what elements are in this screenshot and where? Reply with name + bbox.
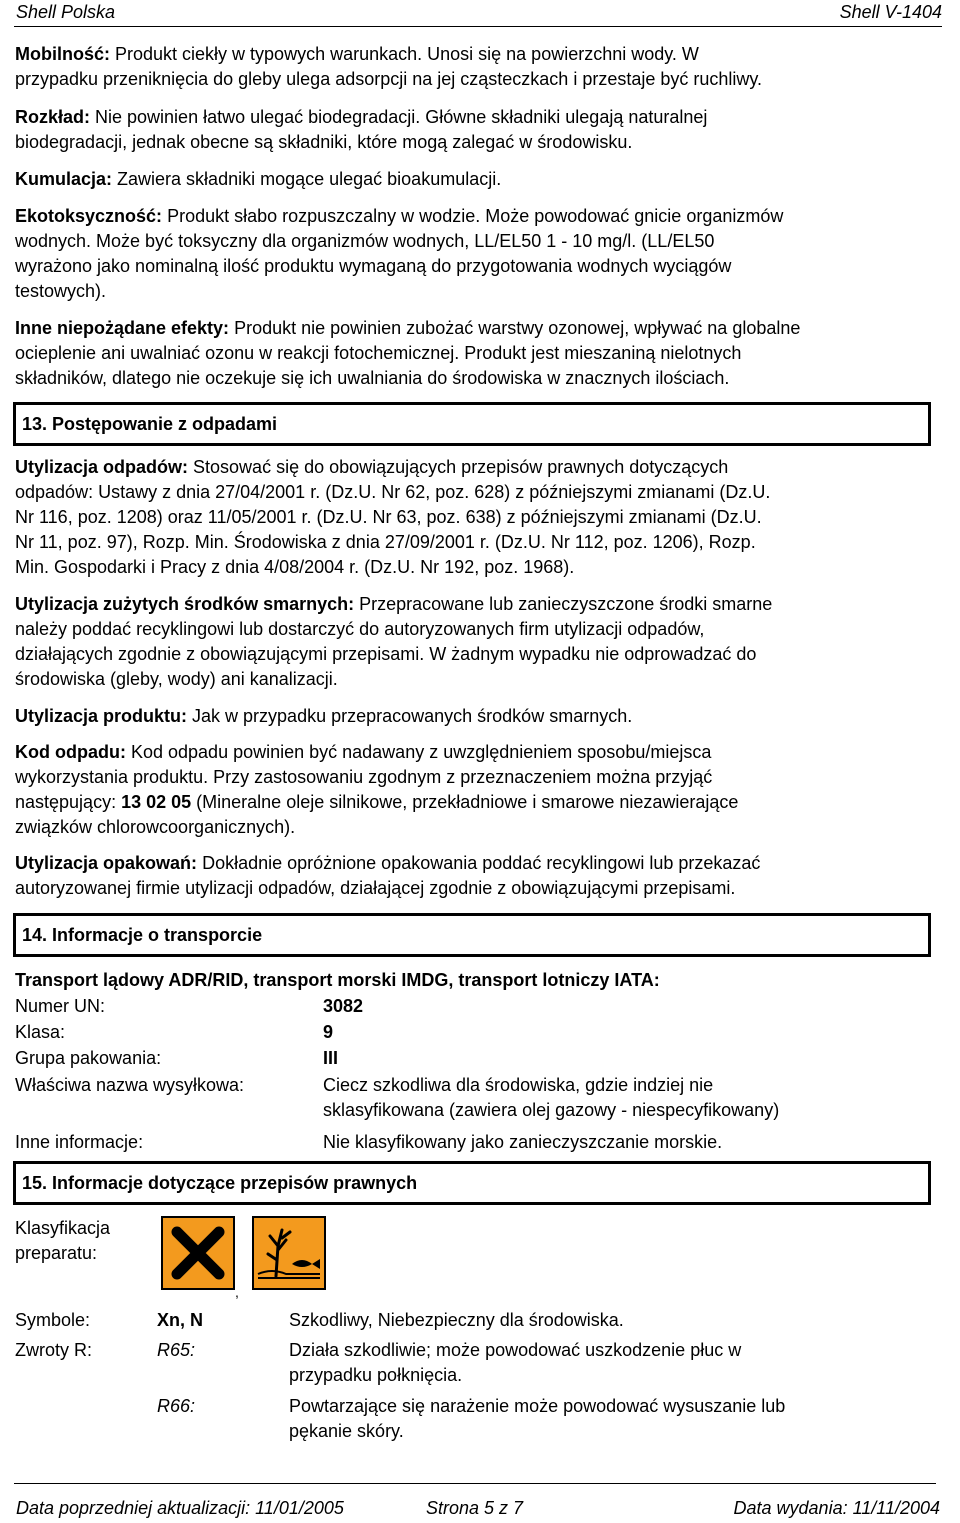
label-inne-efekty: Inne niepożądane efekty:: [15, 318, 230, 338]
zwroty-label: Zwroty R:: [15, 1340, 93, 1360]
r65-text-cont: przypadku połknięcia.: [289, 1365, 463, 1385]
paragraph-inne-efekty: [15, 316, 950, 391]
text-line: testowych).: [15, 281, 107, 301]
transport-label-nazwa: Właściwa nazwa wysyłkowa:: [15, 1075, 245, 1095]
r65-code: R65:: [157, 1340, 196, 1360]
text-line: Stosować się do obowiązujących przepisów prawnych dotyczących: [188, 457, 729, 477]
paragraph-kod-odpadu: [15, 740, 950, 840]
text-line: Produkt ciekły w typowych warunkach. Unosi się na powierzchni wody. W: [110, 44, 699, 64]
header-rule: [14, 26, 942, 27]
text-line: biodegradacji, jednak obecne są składniki, które mogą zalegać w środowisku.: [15, 132, 633, 152]
text-line: związków chlorowcoorganicznych).: [15, 817, 296, 837]
paragraph-mobilnosc: [15, 42, 950, 92]
transport-value-inne: Nie klasyfikowany jako zanieczyszczanie morskie.: [323, 1132, 723, 1152]
text-line: należy poddać recyklingowi lub dostarczyć do autoryzowanych firm utylizacji odpadów,: [15, 619, 705, 639]
section-13-title: 13. Postępowanie z odpadami: [22, 414, 278, 434]
text-line: odpadów: Ustawy z dnia 27/04/2001 r. (Dz.U. Nr 62, poz. 628) z późniejszymi zmianami (Dz.U.: [15, 482, 771, 502]
text-line: (Mineralne oleje silnikowe, przekładniowe i smarowe niezawierające: [191, 792, 739, 812]
text-line: autoryzowanej firmie utylizacji odpadów, działającej zgodnie z obowiązującymi przepisami.: [15, 878, 736, 898]
text-line: następujący:: [15, 792, 122, 812]
section-14-header: [13, 913, 931, 957]
section-15-title: 15. Informacje dotyczące przepisów prawnych: [22, 1173, 418, 1193]
label-utylizacja-smarow: Utylizacja zużytych środków smarnych:: [15, 594, 355, 614]
transport-value-klasa: 9: [323, 1022, 334, 1042]
footer-rule: [14, 1483, 936, 1484]
paragraph-rozklad: [15, 105, 950, 155]
label-kod-odpadu: Kod odpadu:: [15, 742, 126, 762]
text-line: Zawiera składniki mogące ulegać bioakumulacji.: [112, 169, 502, 189]
symbole-description: Szkodliwy, Niebezpieczny dla środowiska.: [289, 1310, 624, 1330]
transport-value-grupa: III: [323, 1048, 339, 1068]
transport-label-un: Numer UN:: [15, 996, 106, 1016]
section-15-header: [13, 1161, 931, 1205]
label-utylizacja-produktu: Utylizacja produktu:: [15, 706, 188, 726]
page-header: [0, 0, 960, 26]
footer-previous-update: Data poprzedniej aktualizacji: 11/01/2005: [16, 1498, 344, 1518]
pictogram-comma: ,: [235, 1284, 239, 1300]
harmful-cross-icon: [161, 1216, 235, 1290]
text-line: Nie powinien łatwo ulegać biodegradacji. Główne składniki ulegają naturalnej: [90, 107, 708, 127]
symbole-value: Xn, N: [157, 1310, 204, 1330]
text-line: ocieplenie ani uwalniać ozonu w reakcji fotochemicznej. Produkt jest mieszaniną nielotnych: [15, 343, 742, 363]
text-line: wodnych. Może być toksyczny dla organizmów wodnych, LL/EL50 1 - 10 mg/l. (LL/EL50: [15, 231, 715, 251]
r65-text: Działa szkodliwie; może powodować uszkodzenie płuc w: [289, 1340, 742, 1360]
text-line: Przepracowane lub zanieczyszczone środki smarne: [354, 594, 773, 614]
text-line: Dokładnie opróżnione opakowania poddać recyklingowi lub przekazać: [197, 853, 761, 873]
transport-value-nazwa: Ciecz szkodliwa dla środowiska, gdzie indziej nie: [323, 1075, 714, 1095]
section-13-header: [13, 402, 931, 446]
transport-label-grupa: Grupa pakowania:: [15, 1048, 162, 1068]
text-line: przypadku przeniknięcia do gleby ulega adsorpcji na jej cząsteczkach i przestaje być ruchliwy.: [15, 69, 763, 89]
r66-text: Powtarzające się narażenie może powodować wysuszanie lub: [289, 1396, 786, 1416]
paragraph-utylizacja-opakowan: [15, 851, 950, 901]
text-line: środowiska (gleby, wody) ani kanalizacji.: [15, 669, 338, 689]
text-line: działających zgodnie z obowiązującymi przepisami. W żadnym wypadku nie odprowadzać do: [15, 644, 757, 664]
transport-label-inne: Inne informacje:: [15, 1132, 144, 1152]
section-14-title: 14. Informacje o transporcie: [22, 925, 263, 945]
dead-tree-fish-icon: [252, 1216, 326, 1290]
paragraph-ekotoksycznosc: [15, 204, 950, 304]
text-line: Produkt nie powinien zubożać warstwy ozonowej, wpływać na globalne: [229, 318, 801, 338]
label-mobilnosc: Mobilność:: [15, 44, 110, 64]
transport-value-nazwa-cont: sklasyfikowana (zawiera olej gazowy - niespecyfikowany): [323, 1100, 780, 1120]
text-line: składników, dlatego nie oczekuje się ich uwalniania do środowiska w znacznych ilościach.: [15, 368, 730, 388]
label-utylizacja-opakowan: Utylizacja opakowań:: [15, 853, 198, 873]
waste-code: 13 02 05: [121, 792, 192, 812]
paragraph-kumulacja: [15, 167, 950, 192]
footer-page-number: Strona 5 z 7: [426, 1498, 524, 1518]
text-line: Kod odpadu powinien być nadawany z uwzględnieniem sposobu/miejsca: [125, 742, 712, 762]
r66-text-cont: pękanie skóry.: [289, 1421, 404, 1441]
r66-code: R66:: [157, 1396, 196, 1416]
text-line: wyrażono jako nominalną ilość produktu wymaganą do przygotowania wodnych wyciągów: [15, 256, 732, 276]
klasyfikacja-label-cont: preparatu:: [15, 1243, 98, 1263]
header-company: Shell Polska: [16, 2, 116, 22]
footer-issue-date: Data wydania: 11/11/2004: [733, 1498, 940, 1518]
label-utylizacja-odpadow: Utylizacja odpadów:: [15, 457, 189, 477]
text-line: Produkt słabo rozpuszczalny w wodzie. Może powodować gnicie organizmów: [162, 206, 784, 226]
text-line: Nr 116, poz. 1208) oraz 11/05/2001 r. (Dz.U. Nr 63, poz. 638) z późniejszymi zmianami (Dz.U.: [15, 507, 762, 527]
paragraph-utylizacja-odpadow: [15, 455, 950, 580]
text-line: wykorzystania produktu. Przy zastosowaniu zgodnym z przeznaczeniem można przyjąć: [15, 767, 713, 787]
header-product-code: Shell V-1404: [839, 2, 942, 22]
label-kumulacja: Kumulacja:: [15, 169, 113, 189]
paragraph-utylizacja-smarow: [15, 592, 950, 692]
text-line: Jak w przypadku przepracowanych środków smarnych.: [187, 706, 633, 726]
label-rozklad: Rozkład:: [15, 107, 91, 127]
transport-heading: Transport lądowy ADR/RID, transport morski IMDG, transport lotniczy IATA:: [15, 970, 660, 990]
transport-label-klasa: Klasa:: [15, 1022, 66, 1042]
paragraph-utylizacja-produktu: [15, 704, 950, 729]
label-ekotoksycznosc: Ekotoksyczność:: [15, 206, 163, 226]
text-line: Nr 11, poz. 97), Rozp. Min. Środowiska z dnia 27/09/2001 r. (Dz.U. Nr 112, poz. 1206), Rozp.: [15, 532, 756, 552]
transport-value-un: 3082: [323, 996, 364, 1016]
klasyfikacja-label: Klasyfikacja: [15, 1218, 111, 1238]
symbole-label: Symbole:: [15, 1310, 91, 1330]
text-line: Min. Gospodarki i Pracy z dnia 4/08/2004 r. (Dz.U. Nr 192, poz. 1968).: [15, 557, 575, 577]
